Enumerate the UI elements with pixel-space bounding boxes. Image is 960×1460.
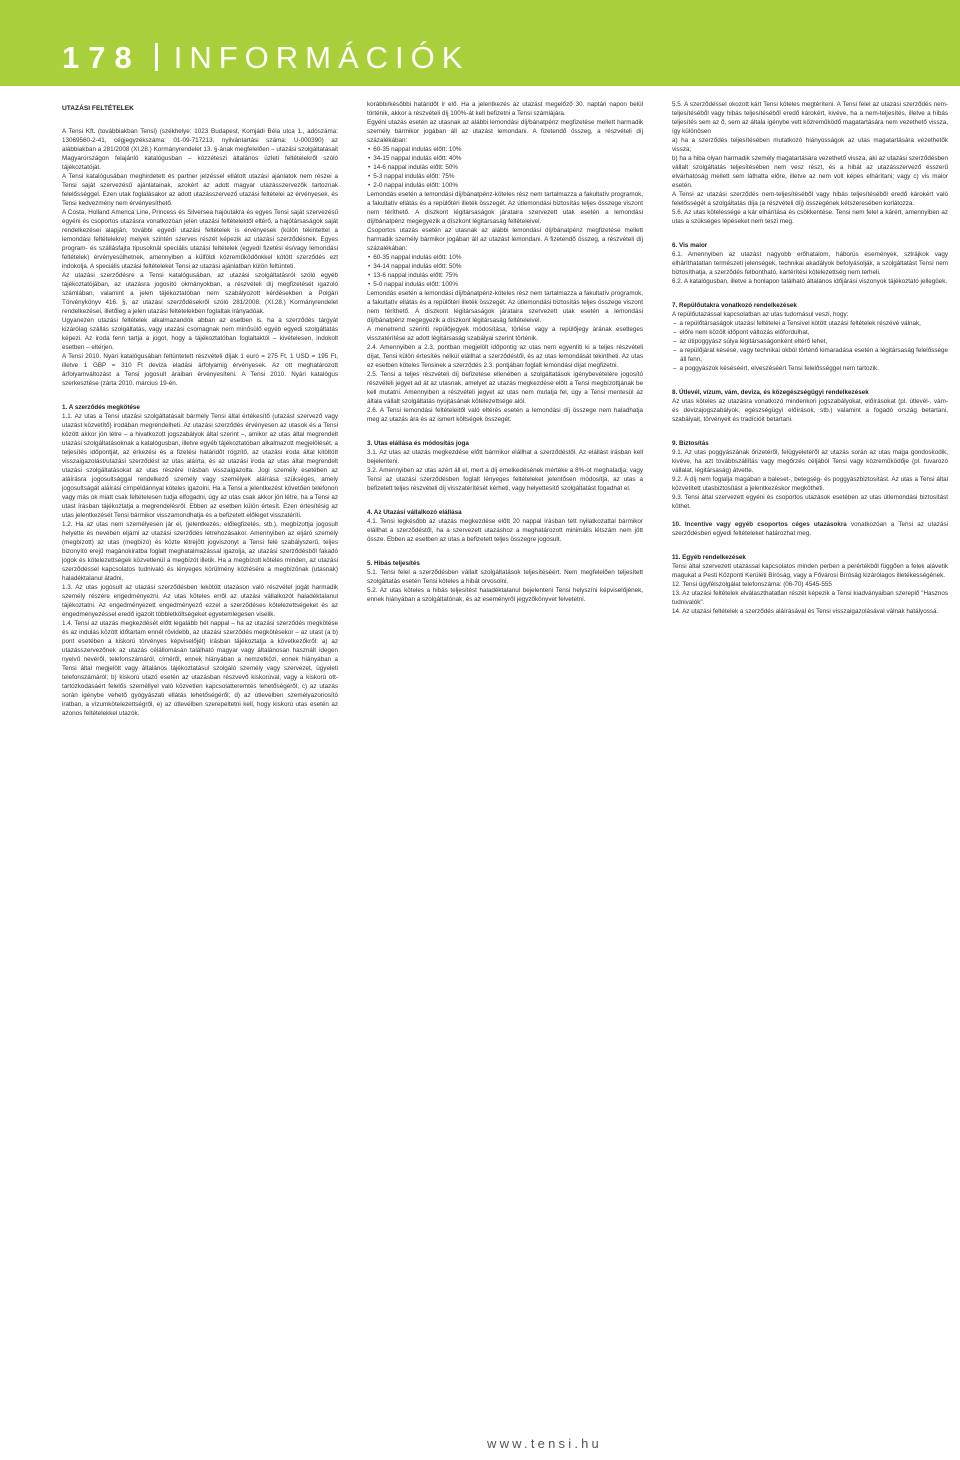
paragraph: Az utazási szerződésre a Tensi katalógusában, az utazási szolgáltatásról szóló egyéb tájékoztatójában, az utazásra jogosító okmányokban, a részvételi díj megfizetését igazoló számlában, valamint a jelen tájékoztatóban nem szabályozott kérdésekben a Polgári Törvénykönyv 416. §, az utazási szerződésekről szóló 281/2008. (XI.28.) Kormányrendelet rendelkezései, illetőleg a jelen utazási feltételekben foglaltak irányadóak. <box>62 272 338 315</box>
list-item: • 60-35 nappal indulás előtt: 10% <box>375 145 643 154</box>
paragraph-text: vonatkozóan a Tensi az utazási szerződésben egyedi feltételeket határozhat meg. <box>672 521 948 537</box>
list-item: – előre nem közölt időpont változás előfordulhat, <box>680 328 948 337</box>
paragraph: 1.1. Az utas a Tensi utazási szolgáltatásait bármely Tensi által értékesítő (utazást szervező vagy utazást közvetítő) irodában megrendelheti. Az utazási szerződés érvényesen az utasok és a Tensi között akkor jön létre – a hivatkozott jogszabályok által szerint –, amikor az utas által megrendelt utazási szolgáltatásoknak a katalógusban, illetve egyéb tájékoztatóban alkalmazott megjelölését, a teljesítés időpontját, az érkezési és a fizetési határidőt rögzítő, az utazási iroda által kitöltött visszaigazolást/utazási szerződést az utas aláírta, és az utazási iroda az utas által megrendelt utazási szolgáltatásokat az utas részére írásban visszaigazolta. Jogi személy esetében az aláírásra jogosultsággal rendelkező személy vagy személyek aláírása szükséges, amely jogosultságát aláírási címpéldánnyal köteles igazolni. Ha a Tensi a jelentkezést követően telefonon vagy más ok miatt csak feltételesen tudja elfogadni, úgy az utas csak akkor jön létre, ha a Tensi az utast írásban tájékoztatja a megrendelésről. Ebben az esetben külön értesít. Ezen értesítésig az utas jelentkezését Tensi bármikor visszamondhatja és a befizetett előleget visszatéríti. <box>62 413 338 519</box>
spacer <box>367 544 643 553</box>
paragraph: A Costa, Holland America Line, Princess és Silversea hajóutakra és egyes Tensi saját szervezésű egyéni és csoportos utazásra vonatkozóan jelen utazási feltételektől eltérő, a hajótársaságok saját rendelkezései alapján, további egyedi utazási feltételek is érvényesek (külön tekintettel a lemondási feltételekre) melyek szintén szerves részét képezik az utazási szerződésnek. Egyes program- és szállásfajta típusoknál speciális utazási feltételek (egyedi fizetési és/vagy lemondási feltételek) érvényesülhetnek, amennyiben a külföldi közreműködőnkkel kötött szerződés ezt indokolja. A speciális utazási feltételeket Tensi az utazási ajánlatban külön feltünteti. <box>62 209 338 270</box>
section-heading: 5. Hibás teljesítés <box>367 560 420 567</box>
paragraph: Ugyanezen utazási feltételek alkalmazandók abban az esetben is, ha a szerződés tárgyát kizárólag szállás szolgáltatás, vagy utazási csomagnak nem minősülő egyéb egyedi szolgáltatás képezi. Az iroda fenn tartja a jogot, hogy a tájékoztatóban foglaltaktól – kivételesen, indokolt esetben – eltérjen. <box>62 317 338 351</box>
section-heading: 11. Egyéb rendelkezések <box>672 554 746 561</box>
footer-url: www.tensi.hu <box>487 1436 602 1451</box>
text-column-2 <box>367 100 643 1420</box>
paragraph: 14. Az utazási feltételek a szerződés aláírásával és Tensi visszaigazolásával válnak hatályossá. <box>672 608 939 615</box>
section-heading: 7. Repülőutakra vonatkozó rendelkezések <box>672 302 797 309</box>
spacer <box>672 424 948 433</box>
paragraph: 2.6. A Tensi lemondási feltételeitől való eltérés esetén a lemondási díj összege nem haladhatja meg az utazás ára és az ismert költségek összegét. <box>367 407 643 423</box>
document-heading: UTAZÁSI FELTÉTELEK <box>62 105 134 112</box>
paragraph: Egyéni utazás esetén az utasnak az alábbi lemondási díj/bánatpénz megfizetése mellett harmadik személy bármikor jogában áll az utazást lemondani. A fizetendő összeg, a részvételi díj százalékában: <box>367 119 643 144</box>
group-cancellation-fee-list <box>367 253 643 289</box>
paragraph: 13. Az utazási feltételek elválaszthatatlan részét képezik a Tensi kiadványaiban szereplő "Hasznos tudnivalók". <box>672 590 948 606</box>
list-item: • 60-35 nappal indulás előtt: 10% <box>375 253 643 262</box>
paragraph: A Tensi 2010. Nyári katalógusában feltüntetett részvételi díjak 1 euró = 275 Ft, 1 USD = 195 Ft, illetve 1 GBP = 310 Ft deviza eladási árfolyamig érvényesek. Az ott meghatározott árfolyamváltozást a Tensi jogosult áraiban érvényesíteni. A Tensi 2010. Nyári katalógus szerkesztése (zárta 2010. március 19-én. <box>62 353 338 387</box>
paragraph: 9.2. A díj nem foglalja magában a baleset-, betegség- és poggyászbiztosítást. Az utas a Tensi által közvetített utasbiztosítást a jelentkezéskor megkötheti. <box>672 476 948 492</box>
section-heading: 1. A szerződés megkötése <box>62 404 140 411</box>
spacer <box>672 373 948 382</box>
spacer <box>672 511 948 520</box>
list-item: • 2-0 nappal indulás előtt: 100% <box>375 181 643 190</box>
spacer <box>367 424 643 433</box>
paragraph: 1.4. Tensi az utazás megkezdését előtt legalább hét nappal – ha az utazási szerződés megkötése és az indulás között időtartam ennél rövidebb, az utazási szerződés megkötésekor – az utast (a b) pont esetében a kiskorú törvényes képviselőjét) írásban tájékoztatja a következőkről: a) az utazásszervezőnek az utazás célállomásán található magyar vagy általánosan használt idegen nyelvű nevéről, telefonszámáról, címéről, ennek hiányában a nemzetközi, ennek hiányában a Tensi által megjelölt vagy általános tájékoztatásul szolgáló személy vagy szervezet, ügyeleti telefonszámáról; b) kiskorú utazó esetén az utazásban részvevő kiskorúval, vagy a kiskorú ott-tartózkodásáért felelős személlyel való közvetlen kapcsolatteremtés lehetőségéről; c) az utazás során igénybe vehető gyógyászati ellátás lehetőségéről; d) az útlevelben személyazonosító iratban, a vízumkötelezettségről, e) az útlevélben szerepeltetni kell, hogy kiskorú utas esetén az azonos feltételekkel utazók. <box>62 620 338 717</box>
spacer <box>672 226 948 235</box>
list-item: • 5-3 nappal indulás előtt: 75% <box>375 172 643 181</box>
list-item: – a repülőjárat késése, vagy technikai okból történő kimaradása esetén a légitársaság felelőssége áll fenn, <box>680 346 948 364</box>
paragraph: 2.5. Tensi a teljes részvételi díj befizetése ellenében a szolgáltatások igénybevételére jogosító részvételi jegyet ad át az utasnak, amelyet az utazás megkezdése előtt a Tensi megbízottjának be kell mutatni. Amennyiben a részvételi jegyet az utas nem mutatja fel, úgy a Tensi mentesül az általa vállalt szolgáltatás nyújtásának kötelezettsége alól. <box>367 371 643 405</box>
paragraph: 12. Tensi ügyfélszolgálat telefonszáma: (06-70) 4545-555 <box>672 581 832 588</box>
list-item: • 5-0 nappal indulás előtt: 100% <box>375 280 643 289</box>
paragraph: Tensi által szervezett utazással kapcsolatos minden perben a perértékből függően a felek alávetik magukat a Pesti Központi Kerületi Bíróság, vagy a Fővárosi Bíróság kizárólagos illetékességének. <box>672 563 948 579</box>
section-title: INFORMÁCIÓK <box>173 40 470 75</box>
page-header <box>62 40 469 76</box>
list-item: • 14-6 nappal indulás előtt: 50% <box>375 163 643 172</box>
section-heading: 9. Biztosítás <box>672 440 709 447</box>
header-banner <box>0 0 960 86</box>
paragraph: A Tensi katalógusában meghirdetett és partner jelzéssel ellátott utazási ajánlatok nem részei a Tensi saját szervezésű ajánlatainak, azokért az adott magyar utazásszervezők tartoznak felelősséggel. Ezen utak foglalásakor az adott utazásszervező utazási feltételei az érvényesek, és Tensi kedvezmény nem érvényesíthető. <box>62 173 338 207</box>
paragraph: korábbi/későbbi határidőt ír elő. Ha a jelentkezés az utazást megelőző 30. naptári napon belül történik, akkor a részvételi díj 100%-át kell befizetni a Tensi számlájára. <box>367 101 643 117</box>
spacer <box>672 286 948 295</box>
paragraph: Lemondás esetén a lemondási díj/bánatpénz-köteles rész nem tartalmazza a fakultatív programok, a fakultatív ellátás és a repülőtéri illeték összegét. Az útlemondási biztosítás teljes összege viszont nem téríthető. A díszkont légitársaságok járataira szervezett utak esetén a lemondási díj/bánatpénz megegyezik a díszkont légitársaság feltételeivel. <box>367 290 643 324</box>
paragraph: A Tensi az utazási szerződés nem-teljesítéséből vagy hibás teljesítéséből eredő károkért való felelősségét a szolgáltatás díja (a részvételi díj) összegének kétszeresében korlátozza. <box>672 191 948 207</box>
paragraph: Az utas köteles az utazásra vonatkozó mindenkori jogszabályokat, előírásokat (pl. útlevél-, vám- és devizajogszabályok, egészségügyi előírások, stb.) valamint a fogadó ország betartani, szabályait, törvényeit és tradícióit betartani. <box>672 398 948 423</box>
paragraph: 6.2. A katalógusban, illetve a honlapon található általános időjárási viszonyok tájékoztató jellegűek. <box>672 278 948 285</box>
paragraph: 9.3. Tensi által szervezett egyéni és csoportos utazások esetében az utas útlemondási biztosítást köthet. <box>672 494 948 510</box>
paragraph: A Tensi Kft. (továbbiakban Tensi) (székhelye: 1023 Budapest, Komjádi Béla utca 1., adószáma: 13069560-2-41, cégjegyzékszáma: 01-09-717213, nyilvántartási száma: U-000390) az alábbiakban a 281/2008 (XI.28.) Kormányrendelet 13. §-ának megfelelően – utazási szolgáltatásait Magyarországon felajánló katalógusban – közzéteszi általános üzleti feltételekről szóló tájékoztatóját. <box>62 128 338 171</box>
paragraph: 2.4. Amennyiben a 2.3. pontban megjelölt időpontig az utas nem egyenlíti ki a teljes részvételi díjat, Tensi külön értesítés nélkül elállhat a szerződéstől, és az utas lemondását tekintheti. Az utas ez esetben köteles Tensinek a szerződés 2.3. pontjában foglalt lemondási díjat megfizetni. <box>367 344 643 369</box>
text-column-3 <box>672 100 948 1420</box>
list-item: – a poggyászok késéséért, elveszéséért Tensi felelősséggel nem tartozik. <box>680 364 948 373</box>
paragraph: A menetrend szerinti repülőjegyek módosítása, törlése vagy a repülőjegy árának esetleges visszatérítése az adott légitársaság szabályai szerint történik. <box>367 326 643 342</box>
spacer <box>672 538 948 547</box>
list-item: – a repülőtársaságok utazási feltételei a Tensivel kötött utazási feltételek részévé válnak, <box>680 319 948 328</box>
list-item: – az útipoggyász súlya légitársaságonként eltérő lehet, <box>680 337 948 346</box>
paragraph <box>672 520 948 538</box>
paragraph: 9.1. Az utas poggyászának őrizetéről, felügyeletéről az utazás során az utas maga gondoskodik, kivéve, ha azt továbbszállítás vagy megőrzés céljából Tensi vagy közreműködője (pl. fuvarozó vállalat, légitársaság) átvette. <box>672 449 948 474</box>
paragraph: 4.1. Tensi legkésőbb az utazás megkezdése előtt 20 nappal írásban tett nyilatkozattal bármikor elállhat a szerződéstől, ha a szervezett utazáshoz a meghatározott minimális létszám nem jött össze. Ebben az esetben az utas a befizetett teljes összegre jogosult. <box>367 518 643 543</box>
paragraph: 5.1. Tensi felel a szerződésben vállalt szolgáltatások teljesítéséért. Nem megfelelően teljesített szolgáltatás esetén Tensi köteles a hibát orvosolni. <box>367 569 643 585</box>
paragraph: a) ha a szerződés teljesítésében mutatkozó hiányosságok az utas magatartására vezethetők vissza; <box>672 137 948 153</box>
paragraph: 1.3. Az utas jogosult az utazási szerződésben lekötött utazáson való részvétel jogát harmadik személy részére engedményezni. Az utas köteles erről az utazási vállalkozót haladéktalanul tájékoztatni. Az engedményezett engedményező ezzel a szerződéses kötelezettségeket és az engedményezéssel eredő igazolt többletköltségeket egyetemlegesen viselik. <box>62 584 338 618</box>
paragraph: Lemondás esetén a lemondási díj/bánatpénz-köteles rész nem tartalmazza a fakultatív programok, a fakultatív ellátás és a repülőtéri illeték összegét. Az útlemondási biztosítás teljes összege viszont nem téríthető. A díszkont légitársaságok járataira szervezett utak esetén a lemondási díj/bánatpénz megegyezik a díszkont légitársaság feltételeivel. <box>367 191 643 225</box>
section-heading: 3. Utas elállása és módosítás joga <box>367 440 469 447</box>
paragraph: 5.5. A szerződéssel okozott kárt Tensi köteles megtéríteni. A Tensi felel az utazási szerződés nem-teljesítéséből vagy hibás teljesítéséből eredő károkért, kivéve, ha a nem-teljesítés, illetve a hibás teljesítés sem az ő, sem az általa igénybe vett közreműködő magatartására nem vezethető vissza, így különösen <box>672 101 948 135</box>
list-item: • 13-6 nappal indulás előtt: 75% <box>375 271 643 280</box>
list-item: • 34-14 nappal indulás előtt: 50% <box>375 262 643 271</box>
list-item: • 34-15 nappal indulás előtt: 40% <box>375 154 643 163</box>
section-heading: 6. Vis maior <box>672 242 708 249</box>
paragraph: b) ha a hiba olyan harmadik személy magatartására vezethető vissza, aki az utazási szerződésben vállalt szolgáltatás teljesítésében nem vesz részt, és a hibát az utazásszervező ésszerű elvárhatóság mellett sem láthatta előre, illetve az nem volt képes elhárítani; vagy c) vis maior esetén. <box>672 155 948 189</box>
spacer <box>62 388 338 397</box>
section-heading: 8. Útlevél, vízum, vám, deviza, és közegészségügyi rendelkezések <box>672 389 869 396</box>
paragraph: 6.1. Amennyiben az utazást nagyobb erőhatalom, háborús események, sztrájkok vagy elháríthatatlan természeti jelenségek, technikai akadályok befolyásolják, a szolgáltatást Tensi nem biztosíthatja, a szerződés felbontható, kártérítési kötelezettség nem terheli. <box>672 251 948 276</box>
text-column-1 <box>62 104 338 1424</box>
page-number: 178 <box>62 40 141 75</box>
paragraph: 1.2. Ha az utas nem személyesen jár el, (jelentkezés, előlegfizetés, stb.), megbízottja jogosult helyette és nevében eljárni az utazási szerződés létrehozásakor. Amennyiben az eljáró személy (megbízott) az utas (megbízó) és közte létrejött jogviszonyt a Tensi felé szabályszerű, teljes bizonyító erejű magánokiratba foglalt meghatalmazással igazolja, az utazási szerződésből fakadó jogok és kötelezettségek közvetlenül a megbízót illetik. Ha a megbízott köteles minden, az utazási szerződéssel kapcsolatos tudnivaló és lényeges körülmény közlésére a megbízónak (utasnak) haladéktalanul átadni. <box>62 521 338 582</box>
flight-conditions-list <box>672 319 948 373</box>
cancellation-fee-list <box>367 145 643 190</box>
paragraph: 3.2. Amennyiben az utas azért áll el, mert a díj emelkedésének mértéke a 8%-ot meghaladja, vagy Tensi az utazási szerződésben foglalt lényeges feltételeket jelentősen módosítja, az utas a befizetett teljes részvételi díj visszatérítését kérheti, vagy helyettesítő szolgáltatást fogadhat el. <box>367 467 643 492</box>
paragraph: Csoportos utazás esetén az utasnak az alábbi lemondási díj/bánatpénz megfizetése mellett harmadik személy bármikor jogában áll az utazást lemondani. A fizetendő összeg, a részvételi díj százalékában: <box>367 227 643 252</box>
section-heading-inline: 10. Incentive vagy egyéb csoportos céges utazásokra <box>672 521 847 528</box>
section-heading: 4. Az Utazási vállalkozó elállása <box>367 509 462 516</box>
spacer <box>367 493 643 502</box>
header-divider <box>155 43 158 71</box>
paragraph: A repülőutazással kapcsolatban az utas tudomásul veszi, hogy: <box>672 311 849 318</box>
paragraph: 5.6. Az utas kötelessége a kár elhárítása és csökkentése. Tensi nem felel a kárért, amennyiben az utas a szükséges lépéseket nem teszi meg. <box>672 209 948 225</box>
paragraph: 5.2. Az utas köteles a hibás teljesítést haladéktalanul bejelenteni Tensi helyszíni képviselőjének, ennek hiányában a szolgáltatónak, és az eseményről jegyzőkönyvet felvetetni. <box>367 587 643 603</box>
paragraph: 3.1. Az utas az utazás megkezdése előtt bármikor elállhat a szerződéstől. Az elállást írásban kell bejelenteni. <box>367 449 643 465</box>
